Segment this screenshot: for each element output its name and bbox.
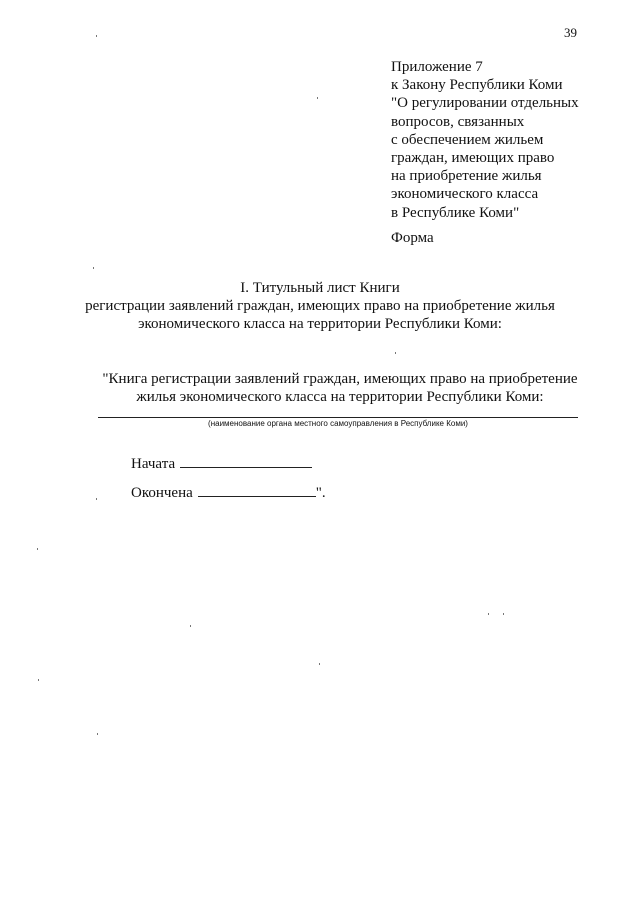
scan-speck	[317, 97, 318, 99]
appendix-line: Приложение 7	[391, 59, 483, 75]
form-label: Форма	[391, 230, 434, 246]
appendix-line: "О регулировании отдельных	[391, 95, 579, 112]
book-title	[0, 370, 640, 406]
scan-speck	[37, 548, 38, 550]
section-heading-line: экономического класса на территории Республики Коми:	[138, 316, 502, 332]
scan-speck	[96, 35, 97, 37]
appendix-line: на приобретение жилья	[391, 168, 542, 185]
scan-speck	[97, 733, 98, 735]
appendix-line: к Закону Республики Коми	[391, 77, 563, 94]
book-title-line: "Книга регистрации заявлений граждан, имеющих право на приобретение	[102, 371, 578, 387]
appendix-line: граждан, имеющих право	[391, 150, 555, 167]
ended-label: Окончена	[131, 485, 193, 501]
scan-speck	[319, 663, 320, 665]
page-number: 39	[564, 25, 577, 40]
scan-speck	[190, 625, 191, 627]
scan-speck	[93, 267, 94, 269]
authority-name-line	[98, 417, 578, 418]
started-blank-line	[180, 454, 312, 468]
appendix-header	[391, 58, 579, 222]
scan-speck	[503, 613, 504, 615]
book-title-line: жилья экономического класса на территории Республики Коми:	[136, 389, 544, 405]
section-heading-line: I. Титульный лист Книги	[240, 280, 400, 296]
ended-blank-line	[198, 483, 316, 497]
authority-name-caption: (наименование органа местного самоуправления в Республике Коми)	[208, 419, 468, 428]
scan-speck	[38, 679, 39, 681]
appendix-line: вопросов, связанных	[391, 113, 525, 130]
scan-speck	[96, 498, 97, 500]
section-heading-line: регистрации заявлений граждан, имеющих право на приобретение жилья	[85, 298, 555, 314]
appendix-line: с обеспечением жильем	[391, 131, 544, 148]
appendix-line: в Республике Коми"	[391, 204, 520, 221]
appendix-line: экономического класса	[391, 186, 539, 203]
section-heading	[0, 279, 640, 333]
ended-suffix: ".	[315, 485, 326, 501]
scan-speck	[488, 613, 489, 615]
started-field	[131, 454, 312, 473]
started-label: Начата	[131, 456, 176, 472]
scan-speck	[395, 352, 396, 354]
ended-field	[131, 483, 326, 502]
